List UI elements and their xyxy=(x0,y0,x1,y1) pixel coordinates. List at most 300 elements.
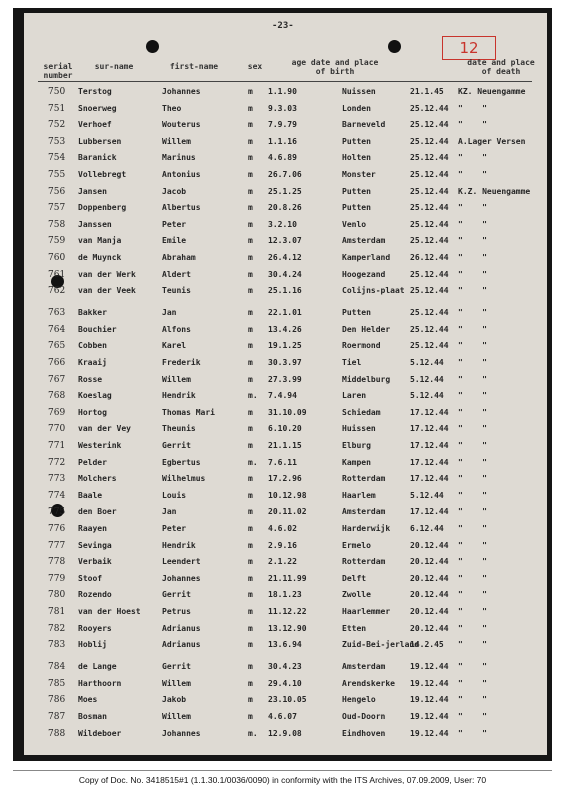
cell-serial: 758 xyxy=(48,219,66,230)
table-row xyxy=(24,712,547,728)
cell-serial: 753 xyxy=(48,136,66,147)
cell-death-date: 5.12.44 xyxy=(410,490,444,500)
cell-death-date: 25.12.44 xyxy=(410,286,449,296)
cell-birth-place: Zuid-Bei-jerland xyxy=(342,640,420,650)
cell-sex: m xyxy=(248,103,253,113)
cell-birth-place: Rotterdam xyxy=(342,557,386,567)
cell-serial: 768 xyxy=(48,391,66,402)
table-row xyxy=(24,270,547,286)
cell-birth-place: Elburg xyxy=(342,441,371,450)
cell-sex: m xyxy=(248,407,253,417)
cell-serial: 763 xyxy=(48,308,66,319)
cell-birth-date: 10.12.98 xyxy=(268,490,307,500)
cell-birth-date: 2.9.16 xyxy=(268,540,297,550)
cell-sex: m xyxy=(248,695,253,705)
cell-surname: den Boer xyxy=(78,507,117,517)
cell-death-date: 17.12.44 xyxy=(410,474,449,484)
table-row xyxy=(24,679,547,695)
cell-birth-place: Arendskerke xyxy=(342,678,395,688)
cell-birth-place: Kampen xyxy=(342,457,371,467)
cell-surname: Lubbersen xyxy=(78,136,122,146)
cell-death-date: 26.12.44 xyxy=(410,253,449,262)
cell-death-place: KZ. Neuengamme xyxy=(458,87,526,96)
cell-birth-place: Amsterdam xyxy=(342,236,386,246)
cell-surname: Stoof xyxy=(78,573,103,583)
cell-sex: m xyxy=(248,662,253,672)
cell-surname: Wildeboer xyxy=(78,728,122,738)
cell-firstname: Wilhelmus xyxy=(162,474,206,484)
cell-surname: Janssen xyxy=(78,219,112,229)
cell-serial: 773 xyxy=(48,474,66,485)
cell-surname: van Manja xyxy=(78,236,122,246)
cell-firstname: Willem xyxy=(162,712,191,721)
cell-surname: Doppenberg xyxy=(78,203,127,213)
cell-death-place: " " xyxy=(458,236,487,246)
cell-serial: 775 xyxy=(48,507,66,518)
cell-firstname: Wouterus xyxy=(162,120,201,130)
table-row xyxy=(24,441,547,457)
punch-hole-icon xyxy=(388,40,401,53)
cell-surname: Bakker xyxy=(78,308,107,318)
cell-birth-place: Laren xyxy=(342,391,367,401)
table-row xyxy=(24,203,547,219)
cell-death-date: 25.12.44 xyxy=(410,236,449,246)
document-page xyxy=(24,13,547,755)
cell-surname: Bosman xyxy=(78,712,107,721)
table-row xyxy=(24,729,547,745)
cell-death-place: " " xyxy=(458,640,487,650)
cell-surname: Baranick xyxy=(78,153,117,163)
cell-firstname: Willem xyxy=(162,136,191,146)
cell-birth-place: Haarlemmer xyxy=(342,607,391,616)
cell-death-date: 21.1.45 xyxy=(410,87,444,96)
cell-death-date: 17.12.44 xyxy=(410,407,449,417)
cell-birth-date: 17.2.96 xyxy=(268,474,302,484)
cell-firstname: Peter xyxy=(162,219,187,229)
cell-firstname: Teunis xyxy=(162,286,191,296)
cell-birth-place: Venlo xyxy=(342,219,367,229)
cell-death-place: " " xyxy=(458,203,487,213)
cell-serial: 781 xyxy=(48,607,66,617)
cell-firstname: Gerrit xyxy=(162,590,191,600)
cell-birth-place: Colijns-plaat xyxy=(342,286,405,296)
cell-serial: 757 xyxy=(48,203,66,214)
cell-death-place: " " xyxy=(458,540,487,550)
cell-death-place: " " xyxy=(458,490,487,500)
cell-death-date: 20.12.44 xyxy=(410,607,449,616)
cell-death-place: " " xyxy=(458,590,487,600)
cell-death-place: " " xyxy=(458,170,487,179)
cell-firstname: Alfons xyxy=(162,324,191,334)
cell-sex: m xyxy=(248,120,253,130)
cell-surname: Jansen xyxy=(78,186,107,196)
cell-sex: m xyxy=(248,136,253,146)
table-row xyxy=(24,640,547,656)
cell-serial: 767 xyxy=(48,374,66,385)
cell-birth-date: 9.3.03 xyxy=(268,103,297,113)
table-row xyxy=(24,187,547,203)
table-row xyxy=(24,607,547,623)
cell-serial: 783 xyxy=(48,640,66,651)
cell-death-date: 25.12.44 xyxy=(410,186,449,196)
cell-death-place: " " xyxy=(458,153,487,163)
cell-death-place: " " xyxy=(458,474,487,484)
cell-firstname: Peter xyxy=(162,524,187,533)
cell-sex: m xyxy=(248,324,253,334)
cell-surname: Bouchier xyxy=(78,324,117,334)
cell-serial: 771 xyxy=(48,441,66,451)
cell-death-date: 19.12.44 xyxy=(410,712,449,721)
cell-death-date: 25.12.44 xyxy=(410,136,449,146)
cell-surname: Moes xyxy=(78,695,98,705)
cell-firstname: Willem xyxy=(162,678,191,688)
cell-death-place: " " xyxy=(458,253,487,262)
cell-death-date: 5.12.44 xyxy=(410,391,444,401)
cell-sex: m xyxy=(248,374,253,384)
cell-birth-date: 20.8.26 xyxy=(268,203,302,213)
table-row xyxy=(24,220,547,236)
cell-sex: m. xyxy=(248,391,258,401)
cell-firstname: Aldert xyxy=(162,269,191,279)
cell-death-date: 25.12.44 xyxy=(410,170,449,179)
cell-death-date: 20.12.44 xyxy=(410,623,449,633)
cell-surname: Sevinga xyxy=(78,540,112,550)
cell-serial: 759 xyxy=(48,236,66,247)
cell-birth-place: Putten xyxy=(342,186,371,196)
table-row xyxy=(24,574,547,590)
cell-death-date: 19.12.44 xyxy=(410,695,449,705)
cell-birth-date: 7.9.79 xyxy=(268,120,297,130)
cell-surname: van der Vey xyxy=(78,424,131,434)
cell-firstname: Theo xyxy=(162,103,182,113)
cell-sex: m xyxy=(248,341,253,351)
cell-sex: m xyxy=(248,524,253,533)
cell-birth-date: 6.10.20 xyxy=(268,424,302,434)
cell-death-place: " " xyxy=(458,219,487,229)
cell-serial: 786 xyxy=(48,695,66,706)
header-divider xyxy=(38,81,532,82)
cell-death-date: 25.12.44 xyxy=(410,153,449,163)
cell-death-date: 19.12.44 xyxy=(410,728,449,738)
cell-death-place: " " xyxy=(458,623,487,633)
cell-surname: van der Werk xyxy=(78,269,136,279)
table-row xyxy=(24,662,547,678)
cell-firstname: Thomas Mari xyxy=(162,407,215,417)
cell-sex: m xyxy=(248,253,253,262)
cell-surname: Verhoef xyxy=(78,120,112,130)
cell-serial: 778 xyxy=(48,557,66,568)
cell-birth-date: 4.6.07 xyxy=(268,712,297,721)
cell-birth-date: 26.7.06 xyxy=(268,170,302,179)
table-row xyxy=(24,120,547,136)
cell-surname: Vollebregt xyxy=(78,170,127,179)
cell-death-place: " " xyxy=(458,607,487,616)
cell-sex: m xyxy=(248,236,253,246)
cell-serial: 761 xyxy=(48,269,66,280)
cell-firstname: Louis xyxy=(162,490,187,500)
cell-birth-date: 13.6.94 xyxy=(268,640,302,650)
table-row xyxy=(24,286,547,302)
cell-death-place: " " xyxy=(458,308,487,318)
table-row xyxy=(24,491,547,507)
cell-birth-date: 26.4.12 xyxy=(268,253,302,262)
cell-serial: 754 xyxy=(48,153,66,164)
cell-serial: 750 xyxy=(48,87,66,97)
cell-death-date: 25.12.44 xyxy=(410,203,449,213)
cell-death-place: " " xyxy=(458,407,487,417)
cell-surname: Rosse xyxy=(78,374,103,384)
cell-birth-place: Londen xyxy=(342,103,371,113)
cell-birth-date: 19.1.25 xyxy=(268,341,302,351)
cell-serial: 780 xyxy=(48,590,66,601)
cell-death-date: 17.12.44 xyxy=(410,507,449,517)
cell-firstname: Jan xyxy=(162,308,177,318)
cell-death-date: 25.12.44 xyxy=(410,308,449,318)
cell-birth-place: Delft xyxy=(342,573,367,583)
cell-sex: m xyxy=(248,170,253,179)
cell-death-place: " " xyxy=(458,424,487,434)
cell-death-place: A.Lager Versen xyxy=(458,136,526,146)
table-row xyxy=(24,341,547,357)
cell-birth-date: 27.3.99 xyxy=(268,374,302,384)
header-serial: serial number xyxy=(43,62,73,80)
header-death: date and place of death xyxy=(467,58,535,76)
cell-death-place: " " xyxy=(458,662,487,672)
cell-firstname: Leendert xyxy=(162,557,201,567)
cell-serial: 766 xyxy=(48,358,66,368)
cell-birth-date: 20.11.02 xyxy=(268,507,307,517)
cell-sex: m xyxy=(248,153,253,163)
cell-birth-date: 2.1.22 xyxy=(268,557,297,567)
cell-sex: m xyxy=(248,607,253,616)
cell-birth-date: 29.4.10 xyxy=(268,678,302,688)
cell-birth-place: Schiedam xyxy=(342,407,381,417)
cell-serial: 784 xyxy=(48,662,66,673)
cell-death-date: 20.12.44 xyxy=(410,573,449,583)
cell-sex: m xyxy=(248,590,253,600)
page-number: -23- xyxy=(272,21,294,31)
table-row xyxy=(24,408,547,424)
cell-firstname: Jan xyxy=(162,507,177,517)
cell-birth-place: Putten xyxy=(342,203,371,213)
cell-birth-date: 4.6.02 xyxy=(268,524,297,533)
cell-death-date: 17.12.44 xyxy=(410,441,449,450)
table-row xyxy=(24,236,547,252)
cell-birth-place: Harderwijk xyxy=(342,524,391,533)
cell-surname: Baale xyxy=(78,490,103,500)
cell-death-date: 17.12.44 xyxy=(410,424,449,434)
cell-sex: m xyxy=(248,640,253,650)
cell-birth-place: Putten xyxy=(342,136,371,146)
cell-birth-place: Barneveld xyxy=(342,120,386,130)
cell-birth-place: Nuissen xyxy=(342,87,376,96)
cell-death-date: 20.12.44 xyxy=(410,540,449,550)
cell-death-date: 19.12.44 xyxy=(410,678,449,688)
cell-death-place: " " xyxy=(458,507,487,517)
cell-birth-date: 31.10.09 xyxy=(268,407,307,417)
cell-surname: de Lange xyxy=(78,662,117,672)
cell-sex: m xyxy=(248,557,253,567)
cell-death-date: 14.2.45 xyxy=(410,640,444,650)
cell-serial: 777 xyxy=(48,540,66,551)
table-row xyxy=(24,624,547,640)
cell-birth-place: Tiel xyxy=(342,358,362,367)
cell-sex: m. xyxy=(248,728,258,738)
cell-sex: m xyxy=(248,87,253,96)
cell-death-date: 17.12.44 xyxy=(410,457,449,467)
cell-serial: 769 xyxy=(48,407,66,418)
cell-birth-date: 4.6.89 xyxy=(268,153,297,163)
cell-death-place: " " xyxy=(458,120,487,130)
cell-death-date: 25.12.44 xyxy=(410,269,449,279)
cell-firstname: Frederik xyxy=(162,358,201,367)
cell-birth-place: Hoogezand xyxy=(342,269,386,279)
cell-firstname: Emile xyxy=(162,236,187,246)
cell-birth-date: 23.10.05 xyxy=(268,695,307,705)
cell-firstname: Johannes xyxy=(162,728,201,738)
table-row xyxy=(24,375,547,391)
cell-serial: 779 xyxy=(48,573,66,584)
cell-serial: 755 xyxy=(48,170,66,180)
cell-surname: Cobben xyxy=(78,341,107,351)
cell-death-date: 20.12.44 xyxy=(410,590,449,600)
cell-death-date: 6.12.44 xyxy=(410,524,444,533)
cell-death-date: 25.12.44 xyxy=(410,103,449,113)
cell-surname: Snoerweg xyxy=(78,103,117,113)
cell-firstname: Egbertus xyxy=(162,457,201,467)
cell-birth-place: Rotterdam xyxy=(342,474,386,484)
table-row xyxy=(24,541,547,557)
table-row xyxy=(24,590,547,606)
cell-firstname: Petrus xyxy=(162,607,191,616)
cell-birth-date: 13.4.26 xyxy=(268,324,302,334)
cell-birth-place: Monster xyxy=(342,170,376,179)
cell-firstname: Jakob xyxy=(162,695,187,705)
cell-sex: m xyxy=(248,441,253,450)
cell-firstname: Adrianus xyxy=(162,623,201,633)
table-row xyxy=(24,137,547,153)
cell-surname: Raayen xyxy=(78,524,107,533)
cell-birth-place: Putten xyxy=(342,308,371,318)
cell-surname: Hortog xyxy=(78,407,107,417)
cell-birth-date: 12.9.08 xyxy=(268,728,302,738)
cell-birth-date: 1.1.16 xyxy=(268,136,297,146)
cell-birth-place: Haarlem xyxy=(342,490,376,500)
cell-serial: 787 xyxy=(48,712,66,722)
cell-surname: Terstog xyxy=(78,87,112,96)
cell-death-place: " " xyxy=(458,341,487,351)
cell-serial: 774 xyxy=(48,490,66,501)
cell-sex: m xyxy=(248,678,253,688)
cell-birth-place: Middelburg xyxy=(342,374,391,384)
cell-sex: m xyxy=(248,358,253,367)
cell-surname: Koeslag xyxy=(78,391,112,401)
cell-birth-date: 12.3.07 xyxy=(268,236,302,246)
cell-serial: 785 xyxy=(48,678,66,689)
cell-death-date: 25.12.44 xyxy=(410,324,449,334)
cell-birth-date: 22.1.01 xyxy=(268,308,302,318)
cell-surname: de Muynck xyxy=(78,253,122,262)
table-row xyxy=(24,87,547,103)
cell-death-place: K.Z. Neuengamme xyxy=(458,186,531,196)
table-row xyxy=(24,153,547,169)
cell-death-place: " " xyxy=(458,712,487,721)
cell-serial: 765 xyxy=(48,341,66,352)
cell-death-place: " " xyxy=(458,728,487,738)
cell-birth-date: 7.4.94 xyxy=(268,391,297,401)
cell-sex: m xyxy=(248,507,253,517)
cell-birth-date: 13.12.90 xyxy=(268,623,307,633)
table-row xyxy=(24,358,547,374)
cell-birth-date: 21.11.99 xyxy=(268,573,307,583)
cell-birth-place: Roermond xyxy=(342,341,381,351)
cell-death-date: 5.12.44 xyxy=(410,374,444,384)
cell-birth-place: Amsterdam xyxy=(342,507,386,517)
cell-firstname: Gerrit xyxy=(162,441,191,450)
cell-firstname: Karel xyxy=(162,341,187,351)
cell-death-place: " " xyxy=(458,441,487,450)
cell-surname: van der Veek xyxy=(78,286,136,296)
cell-death-date: 25.12.44 xyxy=(410,120,449,130)
cell-sex: m xyxy=(248,424,253,434)
cell-birth-date: 18.1.23 xyxy=(268,590,302,600)
cell-sex: m xyxy=(248,712,253,721)
table-row xyxy=(24,170,547,186)
cell-firstname: Hendrik xyxy=(162,391,196,401)
table-row xyxy=(24,253,547,269)
cell-death-place: " " xyxy=(458,557,487,567)
table-row xyxy=(24,458,547,474)
cell-death-date: 19.12.44 xyxy=(410,662,449,672)
cell-death-place: " " xyxy=(458,524,487,533)
cell-firstname: Albertus xyxy=(162,203,201,213)
cell-death-place: " " xyxy=(458,358,487,367)
archive-footer: Copy of Doc. No. 3418515#1 (1.1.30.1/0036/0090) in conformity with the ITS Archives, 07.09.2009, User: 70 xyxy=(78,775,487,785)
table-row xyxy=(24,424,547,440)
cell-sex: m xyxy=(248,623,253,633)
cell-birth-date: 30.3.97 xyxy=(268,358,302,367)
cell-birth-place: Ermelo xyxy=(342,540,371,550)
cell-death-place: " " xyxy=(458,374,487,384)
cell-surname: Rozendo xyxy=(78,590,112,600)
cell-sex: m xyxy=(248,573,253,583)
cell-death-place: " " xyxy=(458,391,487,401)
cell-firstname: Hendrik xyxy=(162,540,196,550)
cell-sex: m xyxy=(248,286,253,296)
table-row xyxy=(24,507,547,523)
cell-serial: 764 xyxy=(48,324,66,335)
table-row xyxy=(24,695,547,711)
cell-surname: Westerink xyxy=(78,441,122,450)
table-row xyxy=(24,474,547,490)
cell-serial: 772 xyxy=(48,457,66,468)
cell-serial: 762 xyxy=(48,286,66,297)
cell-surname: van der Hoest xyxy=(78,607,141,616)
table-row xyxy=(24,524,547,540)
cell-sex: m xyxy=(248,474,253,484)
cell-death-place: " " xyxy=(458,457,487,467)
footer-divider xyxy=(13,770,552,771)
cell-firstname: Johannes xyxy=(162,573,201,583)
cell-sex: m xyxy=(248,203,253,213)
cell-death-place: " " xyxy=(458,103,487,113)
cell-surname: Rooyers xyxy=(78,623,112,633)
cell-serial: 776 xyxy=(48,524,66,534)
cell-birth-date: 11.12.22 xyxy=(268,607,307,616)
header-birth: age date and place of birth xyxy=(291,58,379,76)
cell-surname: Kraaij xyxy=(78,358,107,367)
table-row xyxy=(24,391,547,407)
